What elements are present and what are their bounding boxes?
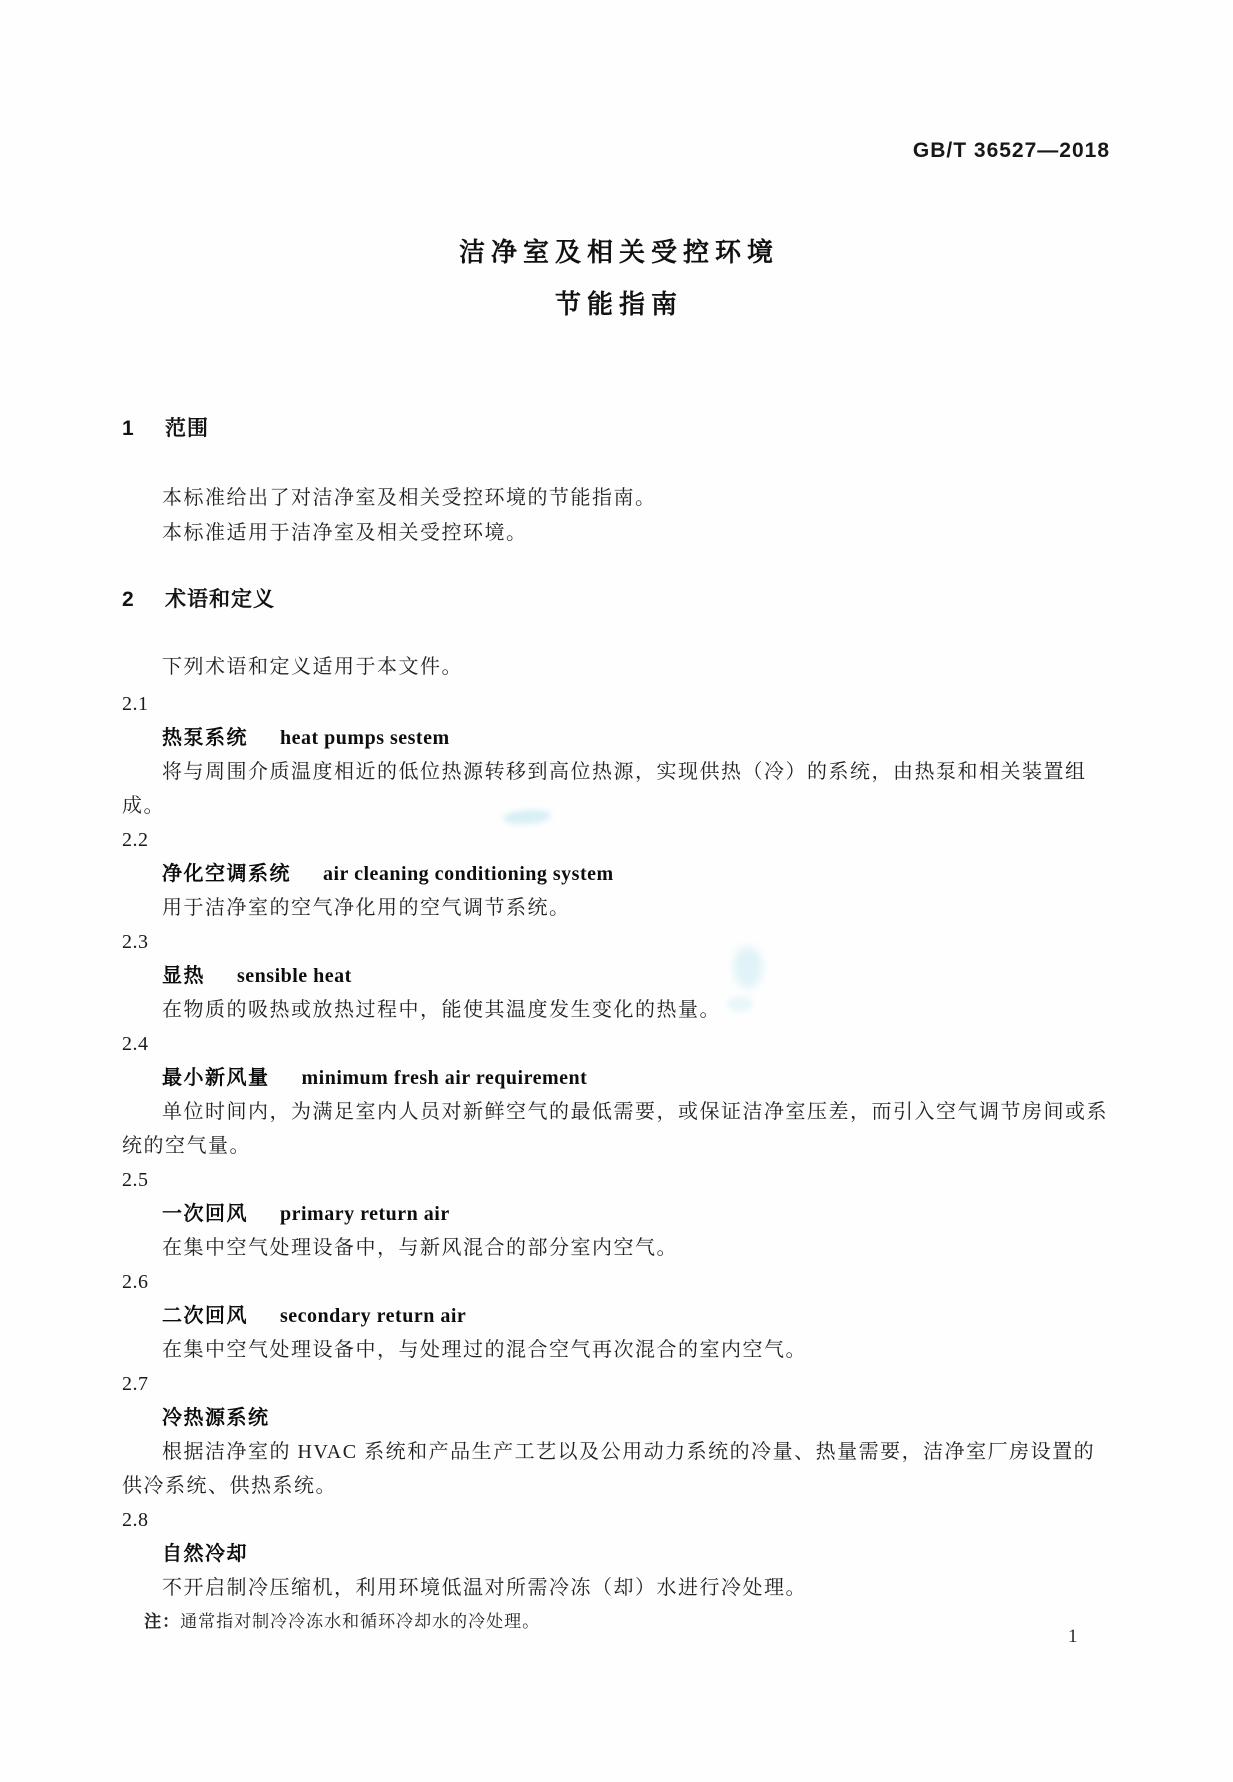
section-1-body xyxy=(122,481,1110,551)
section-2-heading xyxy=(122,586,1110,614)
term-name-en: air cleaning conditioning system xyxy=(323,863,614,885)
term-definition: 不开启制冷压缩机，利用环境低温对所需冷冻（却）水进行冷处理。 xyxy=(162,1577,807,1599)
note-label: 注： xyxy=(144,1612,181,1631)
standard-code: GB/T 36527—2018 xyxy=(912,139,1110,162)
page-content xyxy=(0,138,1233,1639)
term-number: 2.3 xyxy=(122,931,149,953)
term-name-zh: 一次回风 xyxy=(162,1203,248,1225)
term-heading xyxy=(122,1401,1110,1435)
term-number: 2.2 xyxy=(122,829,149,851)
term-number: 2.5 xyxy=(122,1169,149,1191)
term-heading xyxy=(122,1299,1110,1333)
term-name-en: minimum fresh air requirement xyxy=(301,1067,588,1089)
term-definition: 在集中空气处理设备中，与新风混合的部分室内空气。 xyxy=(162,1237,678,1259)
term-heading xyxy=(122,857,1110,891)
page-number: 1 xyxy=(1068,1626,1078,1647)
note-text: 通常指对制冷冷冻水和循环冷却水的冷处理。 xyxy=(180,1612,541,1631)
term-entry xyxy=(122,1265,1110,1367)
section-2-title: 术语和定义 xyxy=(165,588,275,611)
term-definition: 在集中空气处理设备中，与处理过的混合空气再次混合的室内空气。 xyxy=(162,1339,807,1361)
term-number: 2.1 xyxy=(122,693,149,715)
term-heading xyxy=(122,1061,1110,1095)
term-name-zh: 最小新风量 xyxy=(162,1067,270,1089)
term-number: 2.4 xyxy=(122,1033,149,1055)
term-definition: 在物质的吸热或放热过程中，能使其温度发生变化的热量。 xyxy=(162,999,721,1021)
term-entry xyxy=(122,1503,1110,1639)
term-name-en: secondary return air xyxy=(280,1305,467,1327)
paragraph: 本标准适用于洁净室及相关受控环境。 xyxy=(162,522,528,544)
terms-list xyxy=(122,687,1110,1639)
section-1-number: 1 xyxy=(122,417,135,440)
paragraph: 本标准给出了对洁净室及相关受控环境的节能指南。 xyxy=(162,487,657,509)
term-entry xyxy=(122,1027,1110,1163)
term-name-zh: 净化空调系统 xyxy=(162,863,291,885)
section-1-heading xyxy=(122,415,1110,443)
term-entry xyxy=(122,823,1110,925)
terms-intro: 下列术语和定义适用于本文件。 xyxy=(162,656,463,678)
document-title-line1: 洁净室及相关受控环境 xyxy=(458,237,779,267)
term-heading xyxy=(122,1197,1110,1231)
term-entry xyxy=(122,1163,1110,1265)
term-number: 2.7 xyxy=(122,1373,149,1395)
term-entry xyxy=(122,925,1110,1027)
term-definition: 根据洁净室的 HVAC 系统和产品生产工艺以及公用动力系统的冷量、热量需要，洁净室厂房设置的供冷系统、供热系统。 xyxy=(122,1441,1096,1497)
term-number: 2.8 xyxy=(122,1509,149,1531)
term-heading xyxy=(122,959,1110,993)
term-entry xyxy=(122,1367,1110,1503)
term-name-zh: 自然冷却 xyxy=(162,1543,248,1565)
term-heading xyxy=(122,721,1110,755)
term-name-zh: 冷热源系统 xyxy=(162,1407,270,1429)
section-1-title: 范围 xyxy=(165,417,209,440)
term-definition: 用于洁净室的空气净化用的空气调节系统。 xyxy=(162,897,571,919)
term-definition: 单位时间内，为满足室内人员对新鲜空气的最低需要，或保证洁净室压差，而引入空气调节房间或系统的空气量。 xyxy=(122,1101,1108,1157)
term-name-zh: 显热 xyxy=(162,965,205,987)
term-number: 2.6 xyxy=(122,1271,149,1293)
term-definition: 将与周围介质温度相近的低位热源转移到高位热源，实现供热（冷）的系统，由热泵和相关装置组成。 xyxy=(122,761,1087,817)
document-title xyxy=(122,226,1110,330)
term-name-zh: 热泵系统 xyxy=(162,727,248,749)
term-name-en: heat pumps sestem xyxy=(280,727,450,749)
document-title-line2: 节能指南 xyxy=(554,289,683,319)
term-entry xyxy=(122,687,1110,823)
term-note xyxy=(122,1605,1110,1639)
term-name-en: sensible heat xyxy=(237,965,352,987)
section-2-number: 2 xyxy=(122,588,135,611)
term-name-zh: 二次回风 xyxy=(162,1305,248,1327)
term-heading xyxy=(122,1537,1110,1571)
term-name-en: primary return air xyxy=(280,1203,450,1225)
